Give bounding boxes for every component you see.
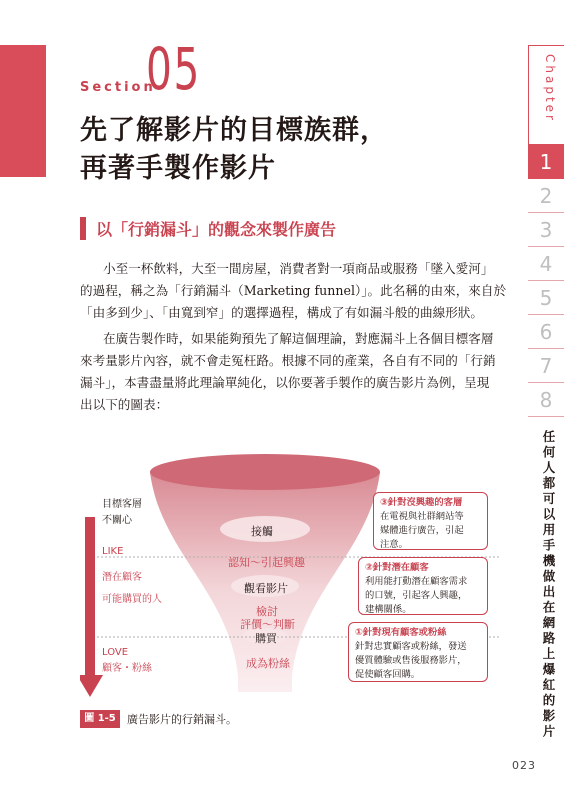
label-uninterested: 不關心 <box>102 515 132 526</box>
explain-box-1 <box>348 622 488 682</box>
stage-become-fan: 成為粉絲 <box>246 657 290 670</box>
label-love: LOVE <box>102 647 129 658</box>
paragraph-line: 漏斗」，本書盡量將此理論單純化，以你要著手製作的廣告影片為例，呈現 <box>80 375 490 390</box>
funnel-figure <box>80 442 505 712</box>
paragraph-line: 小至一杯飲料，大至一間房屋，消費者對一項商品或服務「墜入愛河」 <box>103 261 494 276</box>
box-heading: ①針對現有顧客或粉絲 <box>355 627 447 638</box>
box-line: 建構關係。 <box>365 604 412 615</box>
box-line: 針對忠實顧客或粉絲，發送 <box>355 641 467 652</box>
box-line: 優質體驗或售後服務影片， <box>355 655 467 666</box>
stage-purchase: 購買 <box>255 632 277 645</box>
stage-awareness: 認知～引起興趣 <box>228 556 305 569</box>
label-possible-buyers: 可能購買的人 <box>102 594 162 605</box>
book-title-vertical: 任何人都可以用手機做出在網路上爆紅的影片 <box>541 430 556 740</box>
box-line: 媒體進行廣告，引起 <box>380 525 464 536</box>
page-title-line-2: 再著手製作影片 <box>80 153 276 184</box>
paragraph-line: 在廣告製作時，如果能夠預先了解這個理論，對應漏斗上各個目標客層 <box>103 331 494 346</box>
explain-box-2 <box>358 557 488 615</box>
chapter-tab-5[interactable]: 5 <box>528 281 564 315</box>
chapter-tab-3[interactable]: 3 <box>528 213 564 247</box>
page-number: 023 <box>512 759 536 772</box>
label-potential-customers: 潛在顧客 <box>102 572 142 583</box>
box-line: 注意。 <box>380 539 408 550</box>
box-line: 促使顧客回購。 <box>355 669 421 680</box>
paragraph-line: 「由多到少」、「由寬到窄」的選擇過程，構成了有如漏斗般的曲線形狀。 <box>80 305 483 320</box>
stage-review: 檢討 <box>256 605 278 618</box>
figure-caption: 廣告影片的行銷漏斗。 <box>127 713 237 726</box>
chapter-tab-8[interactable]: 8 <box>528 383 564 417</box>
chapter-tab-1[interactable]: 1 <box>528 145 564 179</box>
chapter-tab-4[interactable]: 4 <box>528 247 564 281</box>
chapter-tab-7[interactable]: 7 <box>528 349 564 383</box>
section-label: Section <box>80 80 156 95</box>
chapter-accent-bar <box>0 45 46 177</box>
box-heading: ③針對沒興趣的客層 <box>380 497 463 508</box>
label-customers-fans: 顧客・粉絲 <box>102 663 152 674</box>
explain-box-3 <box>373 492 488 550</box>
paragraph-line: 的過程，稱之為「行銷漏斗（Marketing funnel）」。此名稱的由來，來自於 <box>80 283 507 298</box>
paragraph-line: 來考量影片內容，就不會走冤枉路。根據不同的產業，各自有不同的「行銷 <box>80 353 496 368</box>
subheading: 以「行銷漏斗」的觀念來製作廣告 <box>96 220 337 239</box>
label-like: LIKE <box>102 546 124 557</box>
chapter-label: Chapter <box>543 54 557 123</box>
box-line: 的口號，引起客人興趣， <box>365 590 468 601</box>
box-line: 利用能打動潛在顧客需求 <box>365 576 468 587</box>
label-target-top: 目標客層 <box>102 499 142 510</box>
box-heading: ②針對潛在顧客 <box>365 562 429 573</box>
chapter-tab-6[interactable]: 6 <box>528 315 564 349</box>
paragraph-line: 出以下的圖表： <box>80 397 169 412</box>
section-number: 05 <box>146 35 201 103</box>
chapter-tab-2[interactable]: 2 <box>528 179 564 213</box>
subheading-marker <box>80 217 86 240</box>
stage-contact: 接觸 <box>251 525 273 538</box>
stage-watch-video: 觀看影片 <box>244 582 288 595</box>
stage-evaluate: 評價～判斷 <box>240 618 295 631</box>
box-line: 在電視與社群網站等 <box>380 511 464 522</box>
page-title-line-1: 先了解影片的目標族群， <box>80 115 388 146</box>
figure-tag: 圖 1-5 <box>80 710 120 728</box>
